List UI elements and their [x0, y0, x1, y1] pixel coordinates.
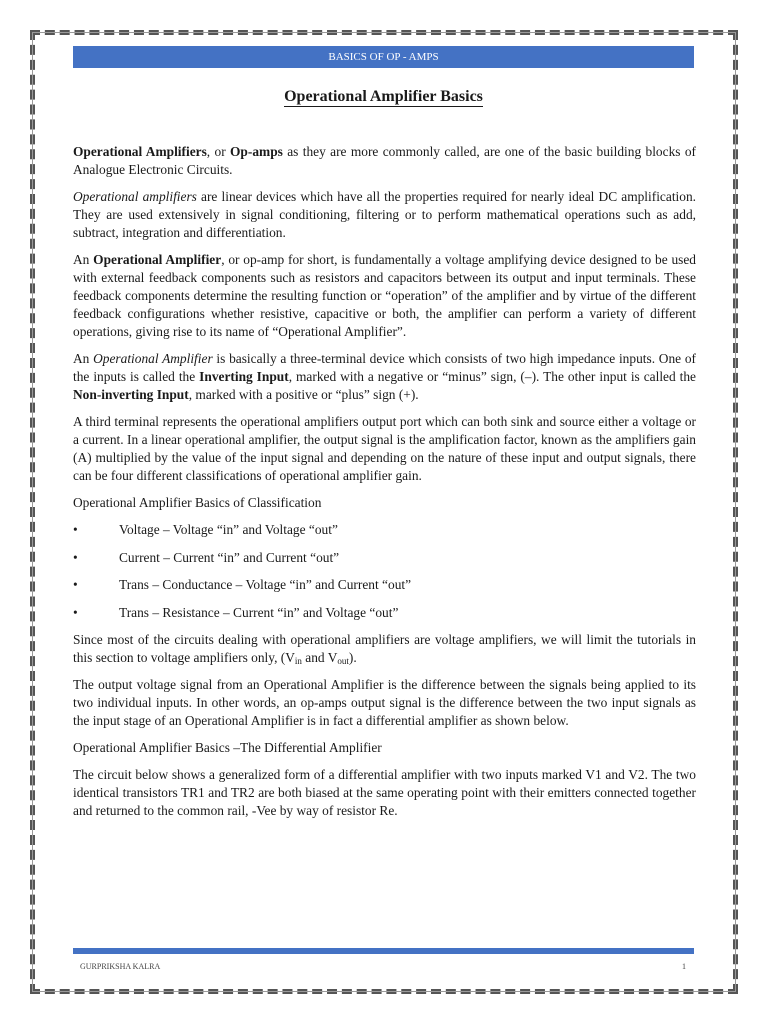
classification-list — [73, 521, 696, 622]
bullet-icon: • — [73, 522, 78, 537]
bold-term: Inverting Input — [199, 369, 289, 384]
bullet-icon: • — [73, 577, 78, 592]
document-body — [73, 143, 696, 829]
paragraph-10: The circuit below shows a generalized form of a differential amplifier with two inputs marked V1 and V2. The two identical transistors TR1 and TR2 are both biased at the same operating point with their emitters connected together and returned to the common rail, -Vee by way of resistor Re. — [73, 767, 696, 818]
differential-heading: Operational Amplifier Basics –The Differential Amplifier — [73, 740, 382, 755]
classification-heading: Operational Amplifier Basics of Classification — [73, 495, 322, 510]
text-run: ). — [348, 650, 357, 665]
text-run: , or — [206, 144, 231, 159]
paragraph-5: A third terminal represents the operational amplifiers output port which can both sink and source either a voltage or a current. In a linear operational amplifier, the output signal is the amplification factor, known as the amplifiers gain (A) multiplied by the value of the input signal and depending on the nature of these input and output signals, there can be four different classifications of operational amplifier gain. — [73, 414, 696, 483]
text-run: An — [73, 351, 94, 366]
subscript: in — [294, 656, 302, 666]
text-run: and V — [301, 650, 338, 665]
paragraph-8: The output voltage signal from an Operational Amplifier is the difference between the signals being applied to its two individual inputs. In other words, an op-amps output signal is the difference between the two input signals as the input stage of an Operational Amplifier is in fact a differential amplifier as shown below. — [73, 677, 696, 728]
page-title-text: Operational Amplifier Basics — [284, 88, 483, 105]
bold-term: Non-inverting Input — [73, 387, 189, 402]
text-run: An — [73, 252, 94, 267]
list-item-text: Voltage – Voltage “in” and Voltage “out” — [119, 522, 338, 537]
paragraph-2 — [73, 188, 696, 242]
paragraph-4 — [73, 350, 696, 404]
paragraph-1 — [73, 143, 696, 179]
bold-term: Operational Amplifier — [93, 252, 222, 267]
text-run: are linear devices which have all the properties required for nearly ideal DC amplification. They are used extensively in signal conditioning, filtering or to perform mathematical operations such as add, subtract, integration and differentiation. — [73, 189, 696, 240]
list-item-text: Current – Current “in” and Current “out” — [119, 549, 340, 565]
list-item — [73, 604, 696, 622]
subscript: out — [337, 656, 349, 666]
list-item — [73, 521, 696, 539]
bullet-icon: • — [73, 604, 78, 620]
text-run: , marked with a negative or “minus” sign, (–). The other input is called the — [288, 369, 697, 384]
list-item-text: Trans – Conductance – Voltage “in” and Current “out” — [119, 577, 412, 592]
list-item — [73, 549, 696, 567]
text-run: , marked with a positive or “plus” sign (+). — [188, 387, 419, 402]
bold-term: Operational Amplifiers — [73, 144, 207, 159]
italic-term: Operational Amplifier — [93, 351, 213, 366]
bullet-icon: • — [73, 549, 78, 565]
page-number: 1 — [682, 962, 686, 971]
header-bar — [73, 46, 694, 68]
bold-term: Op-amps — [230, 144, 283, 159]
header-title: BASICS OF OP - AMPS — [328, 51, 439, 63]
text-run: Since most of the circuits dealing with operational amplifiers are voltage amplifiers, we will limit the tutorials in this section to voltage amplifiers only, (V — [73, 632, 696, 665]
page-title — [73, 88, 694, 106]
footer-author: GURPRIKSHA KALRA — [80, 962, 161, 971]
list-item-text: Trans – Resistance – Current “in” and Voltage “out” — [119, 604, 399, 620]
list-item — [73, 576, 696, 594]
text-run: is basically a three-terminal device which consists of two high impedance inputs. One of the inputs is called the — [73, 351, 696, 384]
text-run: as they are more commonly called, are one of the basic building blocks of Analogue Electronic Circuits. — [73, 144, 696, 177]
paragraph-3 — [73, 251, 696, 341]
footer-bar — [73, 948, 694, 954]
italic-term: Operational amplifiers — [73, 189, 197, 204]
text-run: , or op-amp for short, is fundamentally a voltage amplifying device designed to be used with external feedback components such as resistors and capacitors between its output and input terminals. These feedback components determine the resulting function or “operation” of the amplifier and by virtue of the different feedback configurations whether resistive, capacitive or both, the amplifier can perform a variety of different operations, giving rise to its name of “Operational Amplifier”. — [73, 252, 696, 339]
paragraph-7 — [73, 631, 696, 667]
